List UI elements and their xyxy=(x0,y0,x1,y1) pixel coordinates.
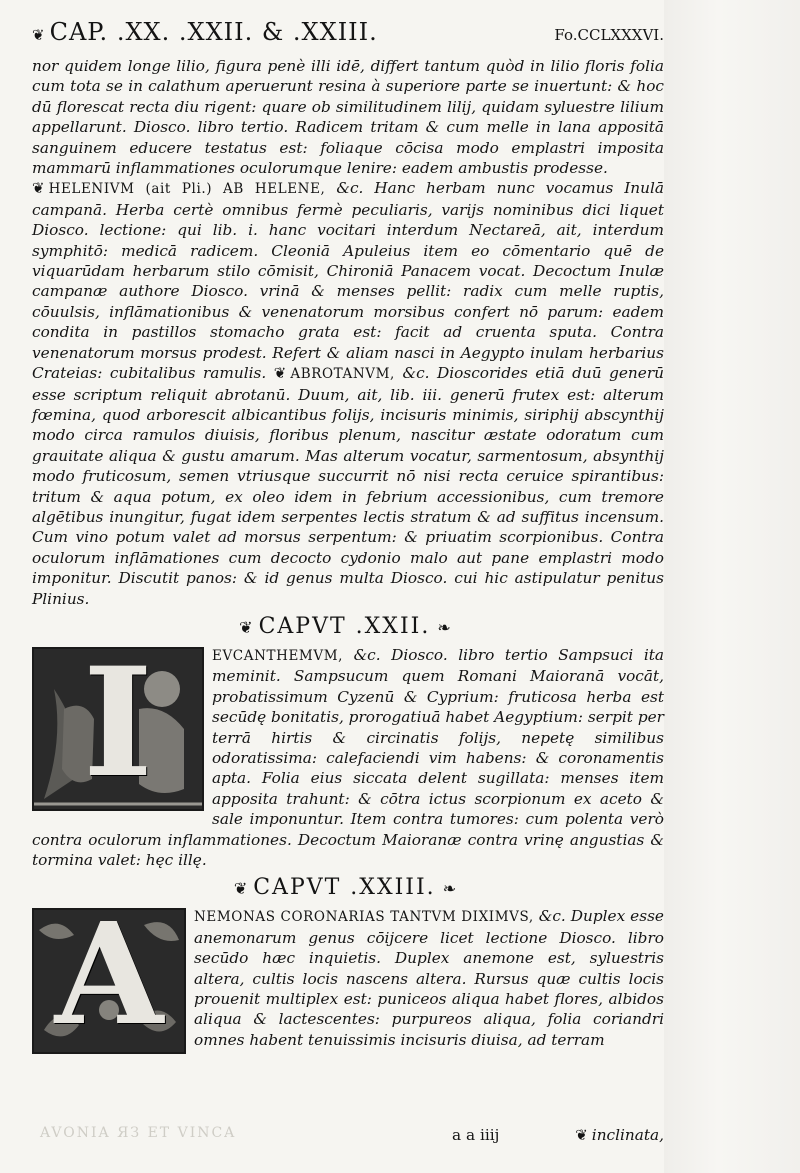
fleuron-icon: ❦ xyxy=(233,879,250,899)
caput-23-body: &c. Duplex esse anemonarum genus cōijcere licet lectione Diosco. libro secūdo hæc inquietis. Duplex anemone est, syluestris altera, cultis locis nascens altera. Rursus quæ cultis locis prouenit multiplex est: puniceos aliqua habet flores, albidos aliqua & lactescentes: purpureos aliqua, folia coriandri omnes habent tenuissimis incisuris diuisa, ad terram xyxy=(194,907,664,1049)
caput-23-heading: ❦ CAPVT .XXIII. ❧ xyxy=(233,875,459,901)
show-through-text: AVONIA ЯЗ ET VINCA xyxy=(40,1125,237,1141)
decorated-initial-i xyxy=(32,647,204,811)
caput-22-lead: EVCANTHEMVM, xyxy=(212,647,344,664)
page-margin xyxy=(664,0,800,1173)
chapter-heading: ❦ CAP. .XX. .XXII. & .XXIII. xyxy=(32,18,378,46)
caput-23-section xyxy=(32,906,664,1055)
helenium-body: &c. Hanc herbam nunc vocamus Inulā campanā. Herba certè omnibus fermè peculiaris, varijs nominibus dici liquet Diosco. lectione: qui lib. i. hanc vocitari interdum Nectareā, ait, interdum symphitō: medicā radicem. Cleoniā Apuleius item eo cōmentario quē de viquarūdam herbarum stilo cōmisit, Chironiā Panacem vocat. Decoctum Inulæ campanæ authore Diosco. vrinā & menses pellit: radix cum melle ruptis, cōuulsis, inflāmationibus & venenatorum morsibus confert nō parum: eadem condita in pastillos stomacho grata est: facit ad cruenta sputa. Contra venenatorum morsus prodest. Refert & aliam nasci in Aegypto inulam herbarius Crateias: cubitalibus ramulis. xyxy=(32,179,664,383)
abrotanum-lead: ABROTANVM, xyxy=(290,366,395,383)
abrotanum-body: &c. Dioscorides etiā duū generū esse scriptum reliquit abrotanū. Duum, ait, lib. iii. generū frutex est: alterum fœmina, quod arborescit albicantibus folijs, incisuris minimis, siriphij abscynthij modo circa ramulos diuisis, floribus plenum, nascitur æstate odoratum cum grauitate aliqua & gustu amarum. Mas alterum vocatur, sarmentosum, absynthij modo fruticosum, semen vtriusque succurrit nō nisi recta ceruice spirantibus: tritum & aqua potum, ex oleo idem in febrium accessionibus, cum tremore algētibus inungitur, fugat idem serpentes lectis stratum & ad suffitus incensum. Cum vino potum valet ad morsus serpentum: & priuatim scorpionibus. Contra oculorum inflāmationes cum decocto cydonio malo aut pane emplastri modo imponitur. Discutit panos: & id genus multa Diosco. cui hic astipulatur penitus Plinius. xyxy=(32,364,664,608)
fleuron-icon: ❧ xyxy=(435,879,459,899)
caput-22-section xyxy=(32,645,664,870)
helenium-paragraph xyxy=(32,178,664,609)
fleuron-icon: ❦ xyxy=(32,26,46,44)
fleuron-icon: ❦ xyxy=(239,617,255,637)
catchword: ❦ inclinata, xyxy=(575,1126,664,1144)
caput-22-body: &c. Diosco. libro tertio Sampsuci ita meminit. Sampsucum quem Romani Maioranā vocāt, probatissimum Cyzenū & Cyprium: fruticosa herba est secūdę bonitatis, prorogatiuā habet Aegyptium: serpit per terrā hirtis & circinatis folijs, nepetę similibus odoratissima: calefaciendi vim habens: & coronamentis apta. Folia eius siccata delent sugillata: menses item apposita trahunt: & cōtra ictus scorpionum ex aceto & sale imponuntur. Item contra tumores: cum polenta verò contra oculorum inflammationes. Decoctum Maioranæ contra vrinę angustias & tormina valet: hęc illę. xyxy=(32,645,664,870)
fleuron-icon: ❦ xyxy=(32,179,45,198)
caput-23-lead: NEMONAS CORONARIAS TANTVM DIXIMVS, xyxy=(194,909,534,926)
book-page xyxy=(32,18,664,1158)
caput-22-heading: ❦ CAPVT .XXII. ❧ xyxy=(239,613,453,639)
helenium-lead: HELENIVM (ait Pli.) AB HELENE, xyxy=(48,181,326,198)
initial-letter: A xyxy=(54,908,164,1055)
running-header xyxy=(32,18,664,50)
decorated-initial-a xyxy=(32,908,186,1054)
intro-paragraph: nor quidem longe lilio, figura penè illi idē, differt tantum quòd in lilio floris folia cum tota se in calathum aperuerunt resina à superiore parte se inuertunt: & hoc dū florescat recta diu rigent: quare ob similitudinem lilij, quidam syluestre lilium appellarunt. Diosco. libro tertio. Radicem tritam & cum melle in lana appositā sanguinem educere testatus est: foliaque cōcisa modo emplastri imposita mammarū inflammationes oculorumque lenire: eadem ambustis prodesse. xyxy=(32,57,664,178)
fleuron-icon: ❦ xyxy=(273,364,287,383)
fleuron-icon: ❦ xyxy=(575,1126,588,1144)
folio-number: Fo.CCLXXXVI. xyxy=(554,26,664,44)
fleuron-icon: ❧ xyxy=(430,617,453,637)
main-text xyxy=(32,56,664,1055)
signature-mark: a a iiij xyxy=(452,1126,500,1144)
initial-letter: I xyxy=(82,646,154,811)
